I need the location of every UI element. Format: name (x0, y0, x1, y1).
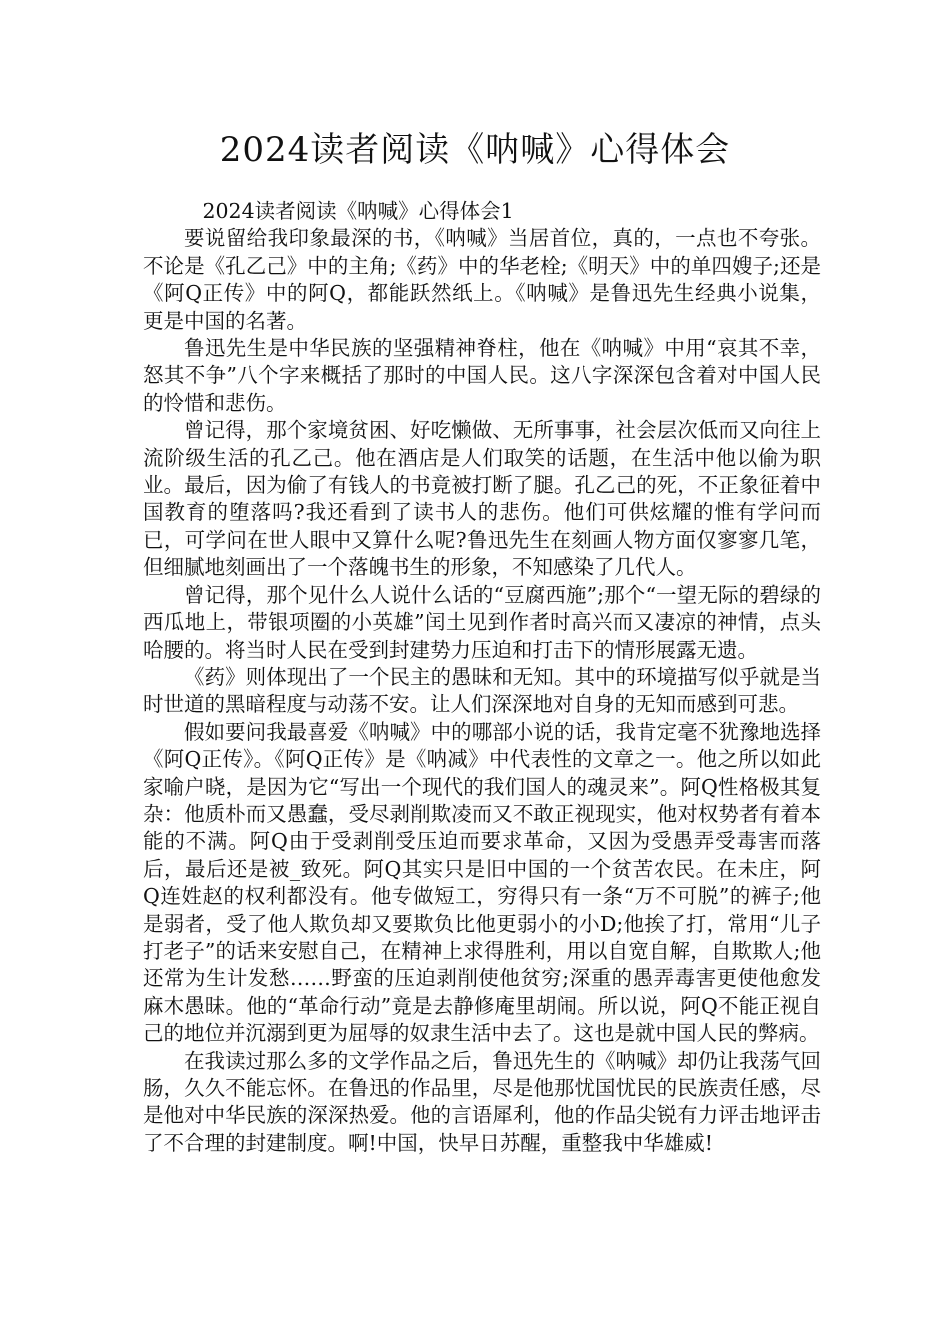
paragraph-7: 在我读过那么多的文学作品之后，鲁迅先生的《呐喊》却仍让我荡气回肠，久久不能忘怀。在鲁迅的作品里，尽是他那忧国忧民的民族责任感，尽是他对中华民族的深深热爱。他的言语犀利，他的作品尖锐有力评击地评击了不合理的封建制度。啊!中国，快早日苏醒，重整我中华雄威! (143, 1048, 821, 1155)
paragraph-5: 《药》则体现出了一个民主的愚昧和无知。其中的环境描写似乎就是当时世道的黑暗程度与动荡不安。让人们深深地对自身的无知而感到可悲。 (143, 664, 821, 717)
paragraph-6: 假如要问我最喜爱《呐喊》中的哪部小说的话，我肯定毫不犹豫地选择《阿Q正传》。《阿Q正传》是《呐减》中代表性的文章之一。他之所以如此家喻户晓，是因为它“写出一个现代的我们国人的魂灵来”。阿Q性格极其复杂：他质朴而又愚蠢，受尽剥削欺凌而又不敢正视现实，他对权势者有着本能的不满。阿Q由于受剥削受压迫而要求革命，又因为受愚弄受毒害而落后，最后还是被_致死。阿Q其实只是旧中国的一个贫苦农民。在未庄，阿Q连姓赵的权利都没有。他专做短工，穷得只有一条“万不可脱”的裤子;他是弱者，受了他人欺负却又要欺负比他更弱小的小D;他挨了打，常用“儿子打老子”的话来安慰自己，在精神上求得胜利，用以自宽自解，自欺欺人;他还常为生计发愁……野蛮的压迫剥削使他贫穷;深重的愚弄毒害更使他愈发麻木愚昧。他的“革命行动”竟是去静修庵里胡闹。所以说，阿Q不能正视自己的地位并沉溺到更为屈辱的奴隶生活中去了。这也是就中国人民的弊病。 (143, 719, 821, 1046)
paragraph-1: 要说留给我印象最深的书，《呐喊》当居首位，真的，一点也不夸张。不论是《孔乙己》中的主角;《药》中的华老栓;《明天》中的单四嫂子;还是《阿Q正传》中的阿Q，都能跃然纸上。《呐喊》是鲁迅先生经典小说集，更是中国的名著。 (143, 226, 821, 333)
paragraph-3: 曾记得，那个家境贫困、好吃懒做、无所事事，社会层次低而又向往上流阶级生活的孔乙己。他在酒店是人们取笑的话题，在生活中他以偷为职业。最后，因为偷了有钱人的书竟被打断了腿。孔乙己的死，不正象征着中国教育的堕落吗?我还看到了读书人的悲伤。他们可供炫耀的惟有学问而已，可学问在世人眼中又算什么呢?鲁迅先生在刻画人物方面仅寥寥几笔，但细腻地刻画出了一个落魄书生的形象，不知感染了几代人。 (143, 418, 821, 580)
paragraph-4: 曾记得，那个见什么人说什么话的“豆腐西施”;那个“一望无际的碧绿的西瓜地上，带银项圈的小英雄”闰土见到作者时高兴而又凄凉的神情，点头哈腰的。将当时人民在受到封建势力压迫和打击下的情形展露无遗。 (143, 582, 821, 662)
section-heading: 2024读者阅读《呐喊》心得体会1 (202, 199, 514, 223)
document-body (143, 198, 821, 1157)
document-title: 2024读者阅读《呐喊》心得体会 (219, 130, 731, 170)
paragraph-2: 鲁迅先生是中华民族的坚强精神脊柱，他在《呐喊》中用“哀其不幸，怒其不争”八个字来概括了那时的中国人民。这八字深深包含着对中国人民的怜惜和悲伤。 (143, 336, 821, 415)
